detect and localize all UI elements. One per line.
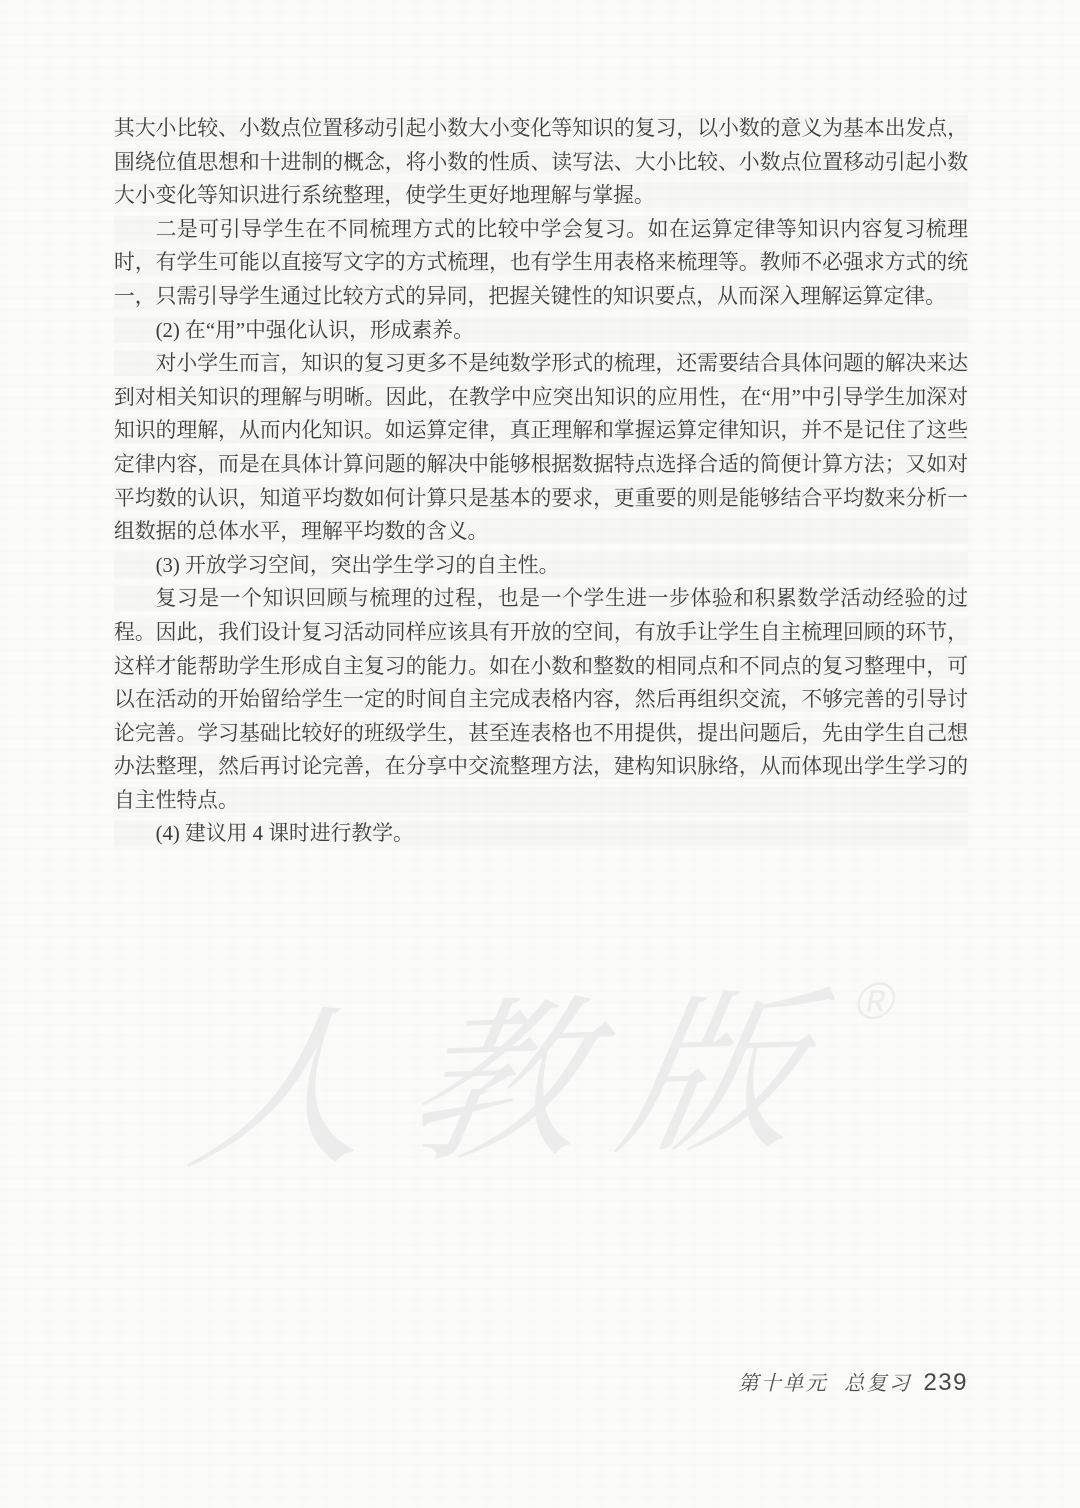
paragraph-heading-4: (4) 建议用 4 课时进行教学。 bbox=[155, 822, 414, 846]
publisher-watermark bbox=[175, 930, 901, 1204]
body-text bbox=[114, 112, 968, 851]
paragraph: 对小学生而言，知识的复习更多不是纯数学形式的梳理，还需要结合具体问题的解决来达到对相关知识的理解与明晰。因此，在教学中应突出知识的应用性，在“用”中引导学生加深对知识的理解，从而内化知识。如运算定律，真正理解和掌握运算定律知识，并不是记住了这些定律内容，而是在具体计算问题的解决中能够根据数据特点选择合适的简便计算方法；又如对平均数的认识，知道平均数如何计算只是基本的要求，更重要的则是能够结合平均数来分析一组数据的总体水平，理解平均数的含义。 bbox=[114, 352, 968, 544]
footer-page-number: 239 bbox=[923, 1369, 968, 1396]
registered-trademark-icon: ® bbox=[851, 972, 901, 1032]
paragraph-heading-2: (2) 在“用”中强化认识，形成素养。 bbox=[155, 318, 474, 342]
watermark-text: 人教版 bbox=[177, 975, 856, 1192]
paragraph: 其大小比较、小数点位置移动引起小数大小变化等知识的复习，以小数的意义为基本出发点，围绕位值思想和十进制的概念，将小数的性质、读写法、大小比较、小数点位置移动引起小数大小变化等知识进行系统整理，使学生更好地理解与掌握。 bbox=[114, 117, 968, 208]
paragraph: 二是可引导学生在不同梳理方式的比较中学会复习。如在运算定律等知识内容复习梳理时，有学生可能以直接写文字的方式梳理，也有学生用表格来梳理等。教师不必强求方式的统一，只需引导学生通过比较方式的异同，把握关键性的知识要点，从而深入理解运算定律。 bbox=[114, 217, 968, 308]
paragraph: 复习是一个知识回顾与梳理的过程，也是一个学生进一步体验和积累数学活动经验的过程。因此，我们设计复习活动同样应该具有开放的空间，有放手让学生自主梳理回顾的环节，这样才能帮助学生形成自主复习的能力。如在小数和整数的相同点和不同点的复习整理中，可以在活动的开始留给学生一定的时间自主完成表格内容，然后再组织交流，不够完善的引导讨论完善。学习基础比较好的班级学生，甚至连表格也不用提供，提出问题后，先由学生自己想办法整理，然后再讨论完善，在分享中交流整理方法，建构知识脉络，从而体现出学生学习的自主性特点。 bbox=[114, 587, 968, 812]
footer-unit-label: 第十单元 bbox=[737, 1373, 828, 1395]
footer-section-label: 总复习 bbox=[843, 1373, 912, 1395]
paragraph-heading-3: (3) 开放学习空间，突出学生学习的自主性。 bbox=[155, 553, 560, 577]
page-footer bbox=[738, 1366, 968, 1397]
